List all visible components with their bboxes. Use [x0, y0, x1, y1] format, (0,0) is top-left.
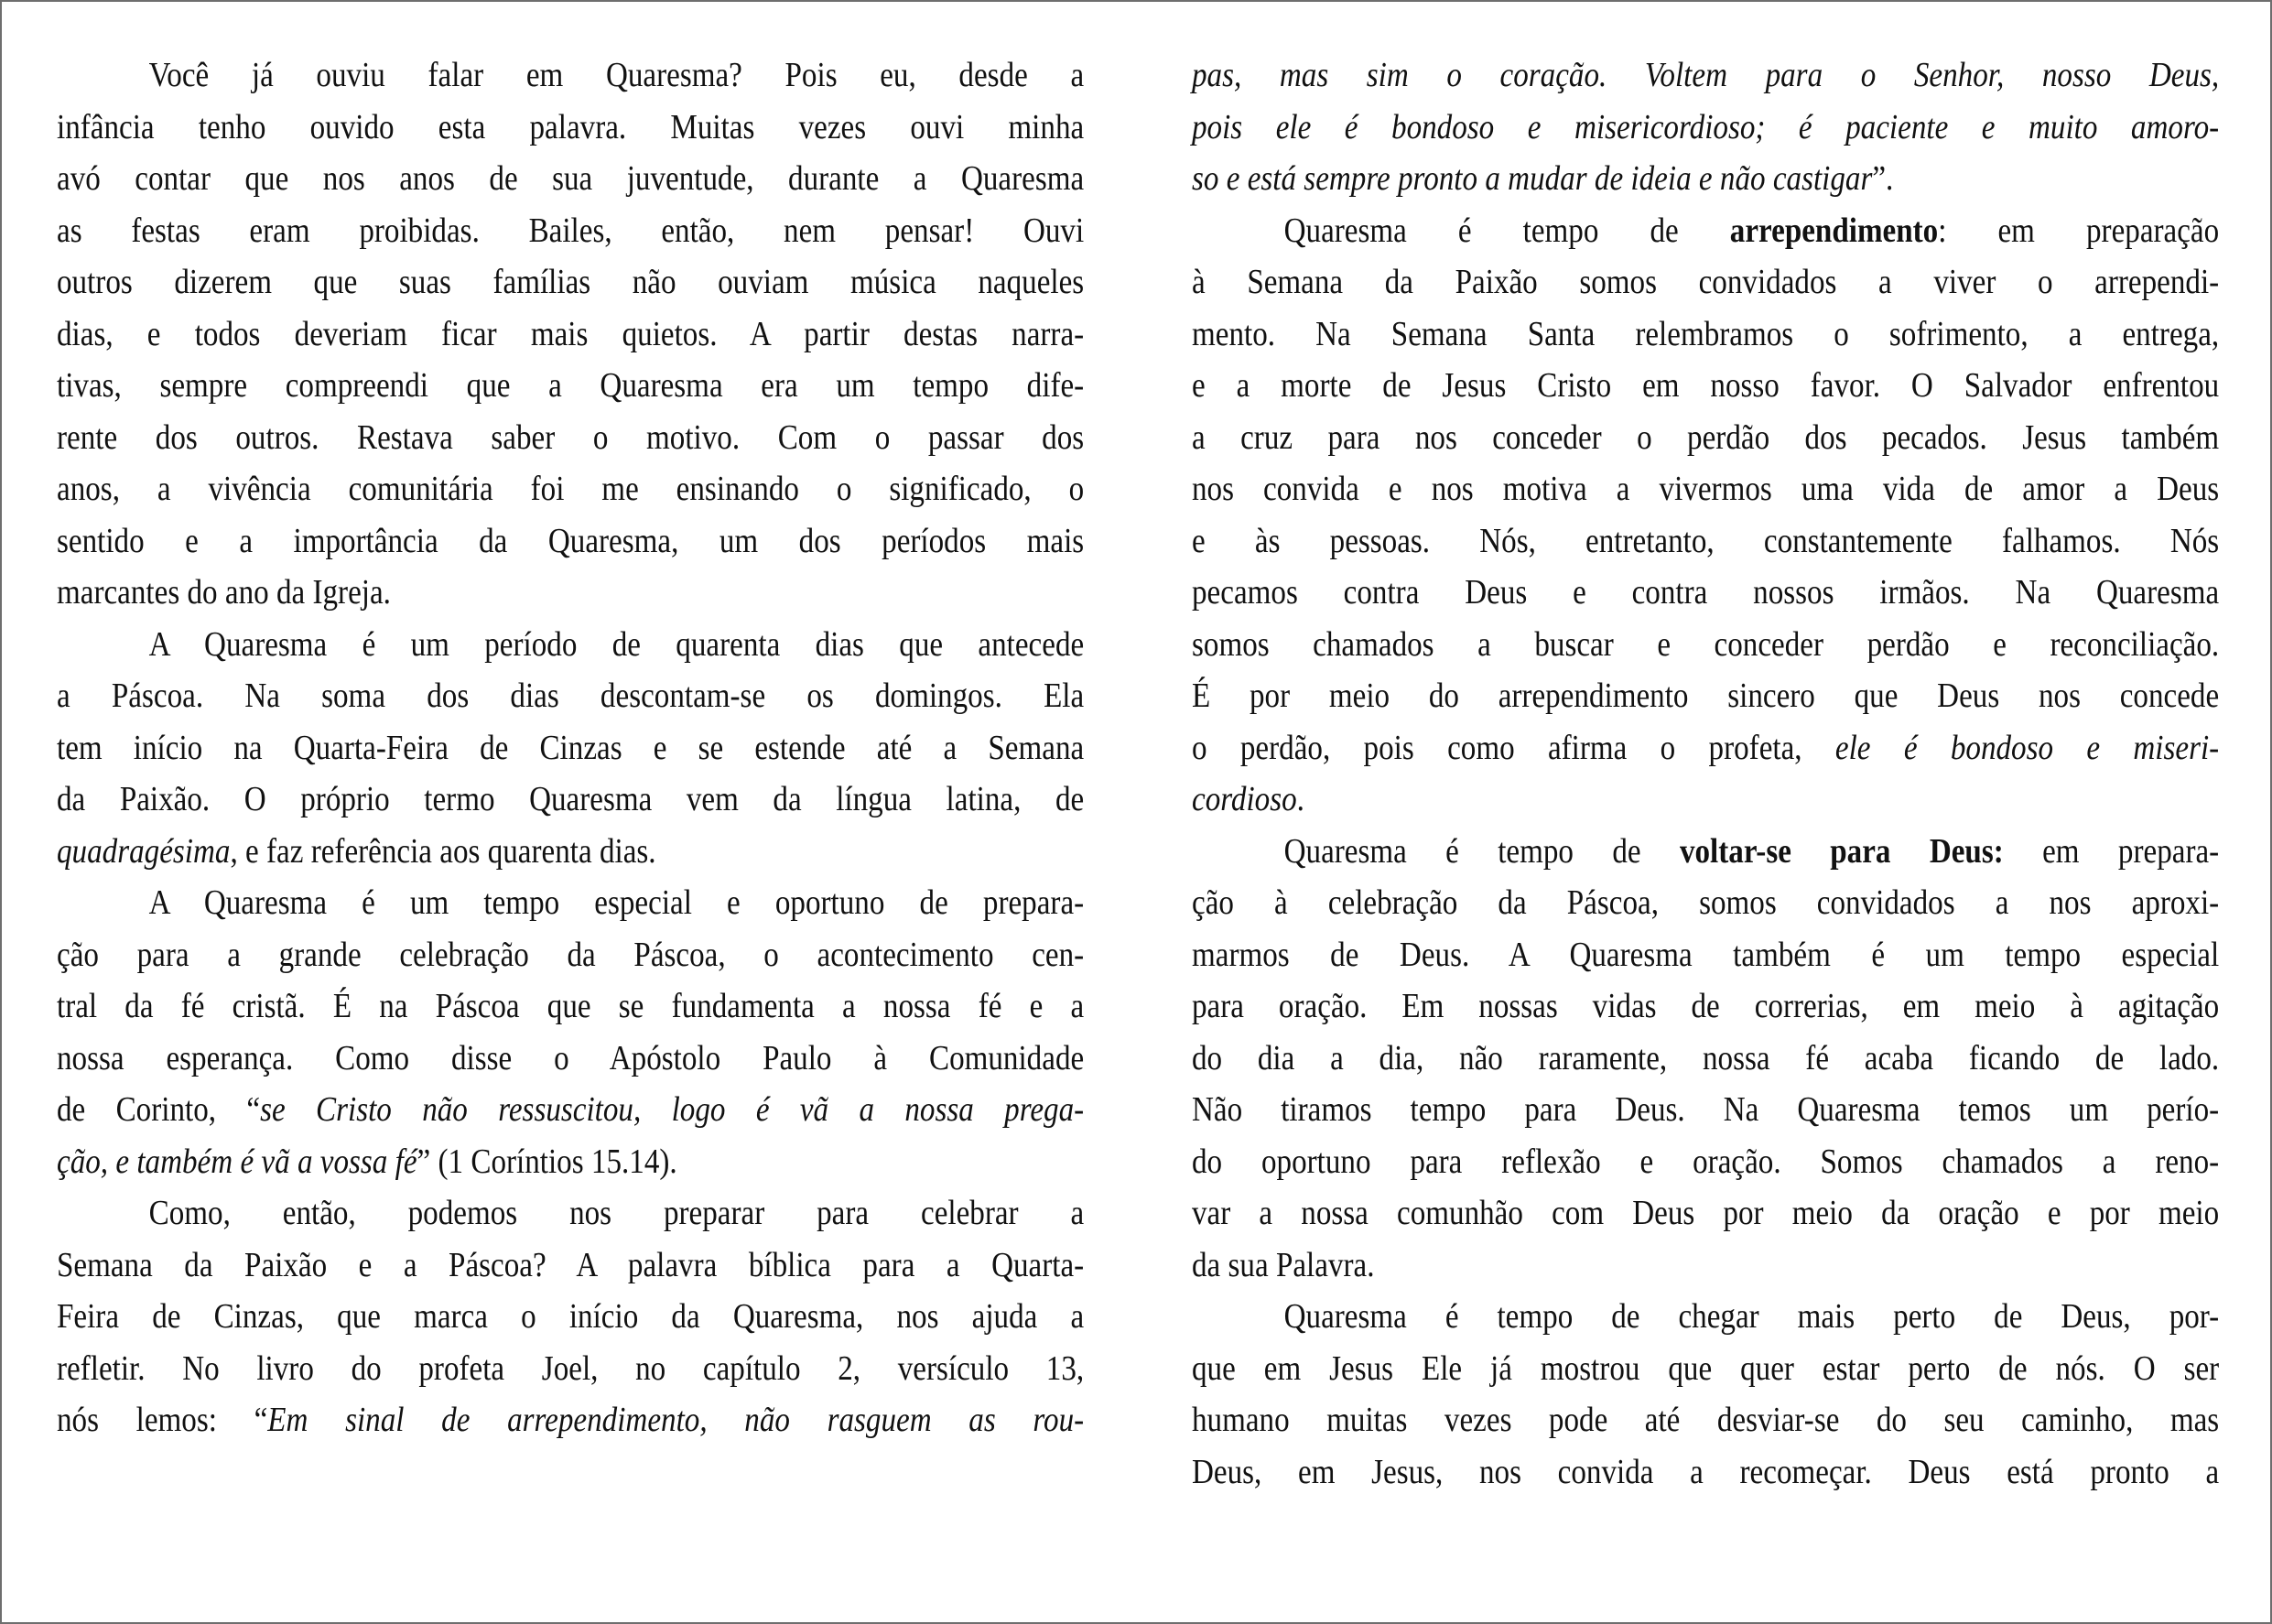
text-segment: marcantes do ano da Igreja. [57, 573, 391, 612]
text-segment: A Quaresma é um período de quarenta dias que antecede [148, 624, 1085, 664]
text-segment: anos, a vivência comunitária foi me ensinando o significado, o [57, 470, 1085, 508]
text-line [1192, 309, 2219, 361]
text-segment: Quaresma é tempo de [1283, 831, 1680, 871]
text-line [57, 49, 1084, 102]
text-line [57, 619, 1084, 671]
text-line [1192, 774, 2219, 826]
text-segment: em prepara- [2003, 831, 2220, 871]
left-text-column [57, 49, 1084, 1446]
text-segment: do oportuno para reflexão e oração. Somos chamados a reno- [1192, 1142, 2220, 1181]
text-segment: tem início na Quarta-Feira de Cinzas e se estende até a Semana [57, 728, 1085, 767]
text-line [1192, 1394, 2219, 1446]
italic-text: pois ele é bondoso e misericordioso; é paciente e muito amoro- [1192, 107, 2220, 146]
text-line [1192, 1187, 2219, 1240]
text-segment: e a morte de Jesus Cristo em nosso favor. O Salvador enfrentou [1192, 366, 2220, 405]
text-line [1192, 877, 2219, 929]
text-line [1192, 1343, 2219, 1395]
text-line [1192, 102, 2219, 154]
italic-text: pas, mas sim o coração. Voltem para o Senhor, nosso Deus, [1192, 56, 2220, 94]
italic-text: so e está sempre pronto a mudar de ideia e não castigar [1192, 159, 1873, 198]
text-segment: outros dizerem que suas famílias não ouviam música naqueles [57, 263, 1085, 301]
text-segment: e às pessoas. Nós, entretanto, constantemente falhamos. Nós [1192, 521, 2220, 560]
italic-text: cordioso [1192, 780, 1297, 818]
text-segment: que em Jesus Ele já mostrou que quer estar perto de nós. O ser [1192, 1348, 2220, 1388]
italic-text: ção, e também é vã a vossa fé [57, 1142, 417, 1181]
text-line [57, 1291, 1084, 1343]
text-line [1192, 412, 2219, 464]
text-segment: do dia a dia, não raramente, nossa fé acaba ficando de lado. [1192, 1038, 2220, 1077]
italic-text: quadragésima [57, 831, 231, 871]
text-segment: Como, então, podemos nos preparar para celebrar a [148, 1194, 1085, 1232]
text-segment: da Paixão. O próprio termo Quaresma vem da língua latina, de [57, 780, 1085, 818]
text-line [57, 567, 1084, 619]
text-segment: à Semana da Paixão somos convidados a viver o arrependi- [1192, 263, 2220, 301]
text-segment: tivas, sempre compreendi que a Quaresma era um tempo dife- [57, 366, 1085, 405]
text-line [1192, 670, 2219, 722]
text-segment: Semana da Paixão e a Páscoa? A palavra bíblica para a Quarta- [57, 1245, 1085, 1284]
text-segment: a cruz para nos conceder o perdão dos pecados. Jesus também [1192, 417, 2220, 457]
italic-text: Em sinal de arrependimento, não rasguem as rou- [267, 1401, 1085, 1439]
text-line [57, 670, 1084, 722]
text-line [1192, 1136, 2219, 1188]
text-line [57, 826, 1084, 878]
text-segment: de Corinto, “ [57, 1090, 261, 1129]
text-line [1192, 256, 2219, 309]
text-line [1192, 1240, 2219, 1292]
text-segment: rente dos outros. Restava saber o motivo. Com o passar dos [57, 417, 1085, 457]
text-segment: . [1296, 780, 1304, 818]
text-line [1192, 153, 2219, 205]
text-segment: nos convida e nos motiva a vivermos uma vida de amor a Deus [1192, 470, 2220, 508]
text-segment: marmos de Deus. A Quaresma também é um tempo especial [1192, 935, 2220, 974]
right-text-column [1192, 49, 2219, 1498]
text-segment: a Páscoa. Na soma dos dias descontam-se os domingos. Ela [57, 677, 1085, 715]
text-segment: A Quaresma é um tempo especial e oportuno de prepara- [148, 883, 1085, 922]
text-segment: var a nossa comunhão com Deus por meio da oração e por meio [1192, 1194, 2220, 1232]
text-segment: É por meio do arrependimento sincero que Deus nos concede [1192, 677, 2220, 715]
text-line [1192, 980, 2219, 1033]
text-line [57, 980, 1084, 1033]
text-segment: pecamos contra Deus e contra nossos irmãos. Na Quaresma [1192, 573, 2220, 612]
text-segment: nossa esperança. Como disse o Apóstolo Paulo à Comunidade [57, 1038, 1085, 1077]
text-segment: Deus, em Jesus, nos convida a recomeçar. Deus está pronto a [1192, 1452, 2220, 1491]
text-line [57, 877, 1084, 929]
text-segment: somos chamados a buscar e conceder perdão e reconciliação. [1192, 624, 2220, 664]
text-line [57, 774, 1084, 826]
text-segment: infância tenho ouvido esta palavra. Muitas vezes ouvi minha [57, 107, 1085, 146]
text-line [1192, 619, 2219, 671]
text-line [1192, 360, 2219, 412]
text-line [57, 1033, 1084, 1085]
italic-text: se Cristo não ressuscitou, logo é vã a nossa prega- [260, 1090, 1085, 1129]
text-segment: para oração. Em nossas vidas de correrias, em meio à agitação [1192, 987, 2220, 1025]
text-line [1192, 515, 2219, 568]
bold-text: arrependimento [1729, 211, 1939, 250]
text-segment: Não tiramos tempo para Deus. Na Quaresma temos um perío- [1192, 1090, 2220, 1129]
italic-text: ele é bondoso e miseri- [1834, 728, 2220, 767]
text-line [57, 1343, 1084, 1395]
text-segment: dias, e todos deveriam ficar mais quietos. A partir destas narra- [57, 314, 1085, 353]
text-line [57, 102, 1084, 154]
text-segment: Você já ouviu falar em Quaresma? Pois eu, desde a [148, 56, 1085, 94]
text-segment: ” (1 Coríntios 15.14). [417, 1142, 677, 1181]
text-line [57, 205, 1084, 257]
text-line [57, 309, 1084, 361]
text-segment: ”. [1872, 159, 1894, 198]
text-line [1192, 722, 2219, 774]
text-line [1192, 1084, 2219, 1136]
text-line [57, 515, 1084, 568]
text-segment: avó contar que nos anos de sua juventude, durante a Quaresma [57, 159, 1085, 198]
text-line [1192, 463, 2219, 515]
text-line [57, 1136, 1084, 1188]
text-segment: Feira de Cinzas, que marca o início da Quaresma, nos ajuda a [57, 1297, 1085, 1336]
text-line [57, 463, 1084, 515]
text-line [57, 1394, 1084, 1446]
text-line [57, 153, 1084, 205]
text-segment: mento. Na Semana Santa relembramos o sofrimento, a entrega, [1192, 314, 2220, 353]
text-line [57, 1187, 1084, 1240]
text-segment: sentido e a importância da Quaresma, um dos períodos mais [57, 521, 1085, 560]
text-segment: as festas eram proibidas. Bailes, então, nem pensar! Ouvi [57, 211, 1085, 250]
text-segment: humano muitas vezes pode até desviar-se do seu caminho, mas [1192, 1401, 2220, 1439]
text-line [1192, 1033, 2219, 1085]
text-line [1192, 826, 2219, 878]
text-line [1192, 567, 2219, 619]
text-line [1192, 49, 2219, 102]
text-line [57, 1240, 1084, 1292]
text-line [57, 722, 1084, 774]
text-line [57, 256, 1084, 309]
text-line [1192, 929, 2219, 981]
text-line [57, 412, 1084, 464]
text-line [1192, 1291, 2219, 1343]
text-segment: refletir. No livro do profeta Joel, no capítulo 2, versículo 13, [57, 1348, 1085, 1388]
text-line [1192, 1446, 2219, 1499]
text-segment: tral da fé cristã. É na Páscoa que se fundamenta a nossa fé e a [57, 987, 1085, 1025]
text-segment: ção à celebração da Páscoa, somos convidados a nos aproxi- [1192, 883, 2220, 922]
text-line [57, 360, 1084, 412]
text-line [1192, 205, 2219, 257]
text-segment: Quaresma é tempo de [1283, 211, 1730, 250]
text-segment: : em preparação [1938, 211, 2220, 250]
text-line [57, 929, 1084, 981]
bold-text: voltar-se para Deus: [1679, 831, 2004, 871]
text-segment: o perdão, pois como afirma o profeta, [1192, 728, 1835, 767]
text-segment: , e faz referência aos quarenta dias. [230, 831, 656, 871]
text-segment: nós lemos: “ [57, 1401, 268, 1439]
text-segment: Quaresma é tempo de chegar mais perto de Deus, por- [1283, 1297, 2220, 1336]
text-segment: da sua Palavra. [1192, 1245, 1375, 1284]
text-segment: ção para a grande celebração da Páscoa, o acontecimento cen- [57, 935, 1085, 974]
text-line [57, 1084, 1084, 1136]
